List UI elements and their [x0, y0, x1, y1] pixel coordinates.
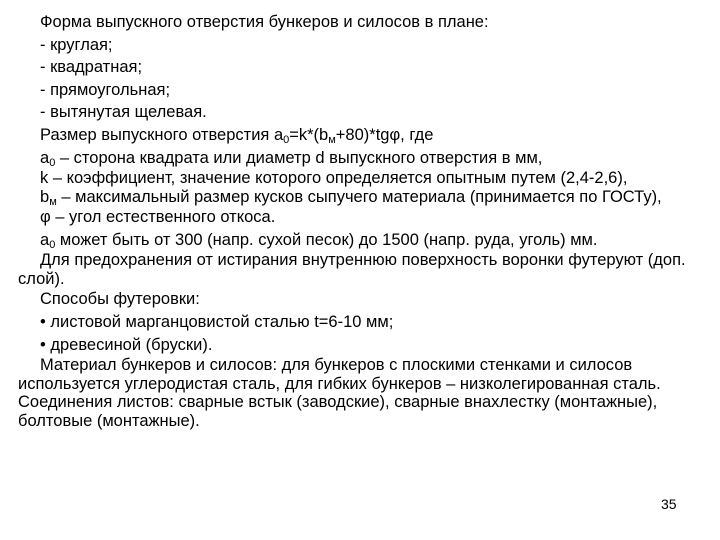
formula-sub-a: 0 — [283, 133, 290, 146]
definition-bm — [18, 188, 708, 207]
definition-k: k – коэффициент, значение которого определяется опытным путем (2,4-2,6), — [40, 169, 628, 188]
shape-item-slot: - вытянутая щелевая. — [40, 103, 207, 122]
definition-phi: φ – угол естественного откоса. — [40, 208, 276, 227]
formula-prefix: Размер выпускного отверстия a — [40, 125, 284, 144]
bm-text: – максимальный размер кусков сыпучего материала (принимается по ГОСТу), — [56, 187, 662, 206]
formula-suffix: +80)*tgφ, где — [335, 125, 434, 144]
slide-body — [18, 11, 708, 430]
lining-methods-heading: Способы футеровки: — [40, 290, 200, 309]
a0-subscript: 0 — [49, 156, 56, 169]
shape-item-square: - квадратная; — [40, 58, 143, 77]
a0-text: – сторона квадрата или диаметр d выпускного отверстия в мм, — [55, 148, 543, 167]
range-symbol: a — [40, 230, 50, 249]
bm-symbol: b — [40, 187, 50, 206]
a0-symbol: a — [40, 148, 50, 167]
range-subscript: 0 — [49, 238, 56, 251]
formula-sub-b: м — [328, 133, 336, 146]
outlet-size-formula — [18, 124, 708, 147]
formula-mid: =k*(b — [289, 125, 329, 144]
page-number: 35 — [661, 496, 677, 512]
material-paragraph: Материал бункеров и силосов: для бункеров с плоскими стенками и силосов используется углеродистая сталь, для гибких бункеров – низколегированная сталь. Соединения листов: сварные встык (заводские), сварные внахлестку (монтажные), болтовые (монтажные). — [18, 356, 661, 430]
outlet-shape-heading: Форма выпускного отверстия бункеров и силосов в плане: — [40, 13, 489, 31]
shape-item-rectangular: - прямоугольная; — [40, 80, 171, 99]
range-text: может быть от 300 (напр. сухой песок) до 1500 (напр. руда, уголь) мм. — [55, 230, 598, 249]
bm-subscript: м — [49, 195, 57, 208]
lining-item-steel: • листовой марганцовистой сталью t=6-10 мм; — [40, 312, 394, 331]
lining-item-wood: • древесиной (бруски). — [40, 335, 213, 354]
shape-item-round: - круглая; — [40, 35, 113, 54]
outlet-size-range — [18, 229, 708, 252]
definition-a0 — [18, 147, 708, 170]
protection-paragraph: Для предохранения от истирания внутреннюю поверхность воронки футеруют (доп. слой). — [18, 251, 686, 288]
